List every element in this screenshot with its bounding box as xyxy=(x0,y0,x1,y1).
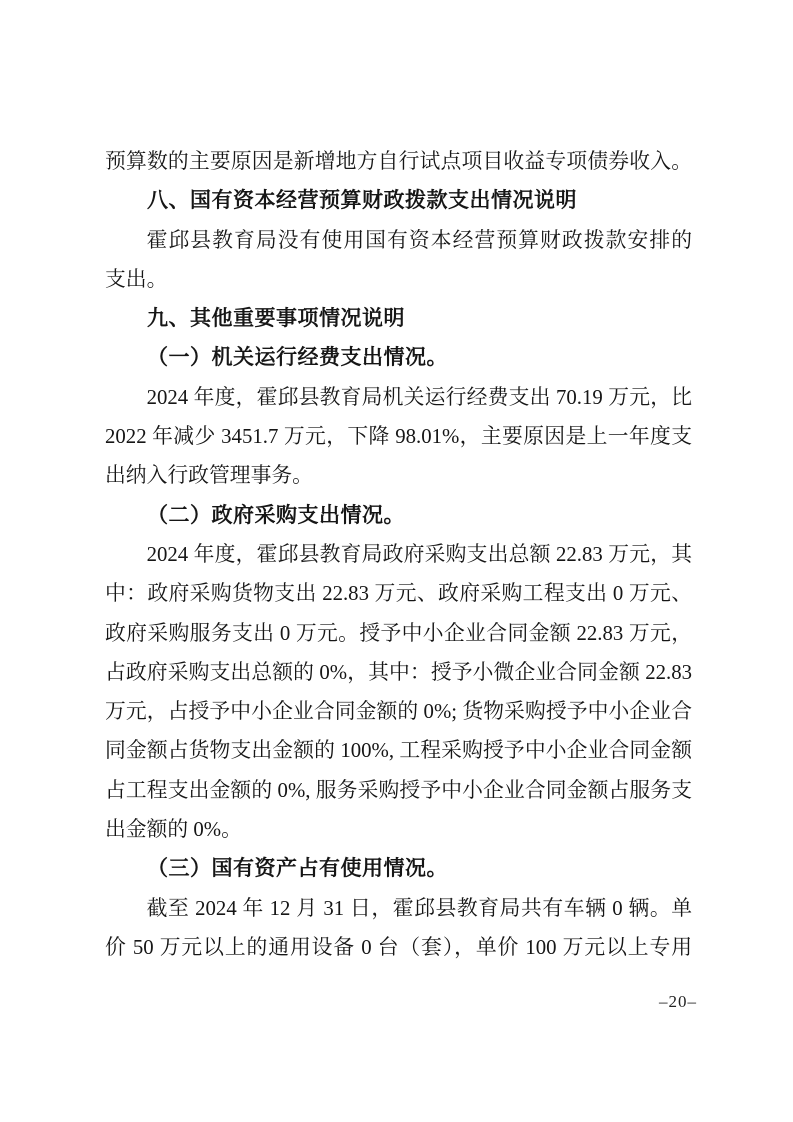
page-number: –20– xyxy=(659,992,697,1011)
heading-line: 八、国有资本经营预算财政拨款支出情况说明 xyxy=(147,189,577,213)
body-line: 占工程支出金额的 0%, 服务采购授予中小企业合同金额占服务支 xyxy=(105,778,692,802)
body-line: 中：政府采购货物支出 22.83 万元、政府采购工程支出 0 万元、 xyxy=(105,582,692,606)
heading-line: 九、其他重要事项情况说明 xyxy=(147,307,405,331)
body-line: 2024 年度，霍邱县教育局政府采购支出总额 22.83 万元，其 xyxy=(146,542,692,566)
heading-line: （一）机关运行经费支出情况。 xyxy=(147,346,448,370)
body-line: 2024 年度，霍邱县教育局机关运行经费支出 70.19 万元，比 xyxy=(146,385,692,409)
body-line: 支出。 xyxy=(105,267,168,291)
body-line: 2022 年减少 3451.7 万元，下降 98.01%，主要原因是上一年度支 xyxy=(105,425,692,449)
body-line: 万元，占授予中小企业合同金额的 0%; 货物采购授予中小企业合 xyxy=(105,700,692,724)
body-line: 政府采购服务支出 0 万元。授予中小企业合同金额 22.83 万元， xyxy=(105,621,692,645)
body-line: 同金额占货物支出金额的 100%, 工程采购授予中小企业合同金额 xyxy=(105,739,692,763)
document-body xyxy=(105,142,692,967)
heading-line: （二）政府采购支出情况。 xyxy=(147,503,405,527)
heading-line: （三）国有资产占有使用情况。 xyxy=(147,857,448,881)
body-line: 出纳入行政管理事务。 xyxy=(105,464,313,488)
body-line: 占政府采购支出总额的 0%，其中：授予小微企业合同金额 22.83 xyxy=(105,660,692,684)
body-line: 霍邱县教育局没有使用国有资本经营预算财政拨款安排的 xyxy=(146,228,692,252)
body-line: 价 50 万元以上的通用设备 0 台（套），单价 100 万元以上专用 xyxy=(105,935,692,959)
body-line: 截至 2024 年 12 月 31 日，霍邱县教育局共有车辆 0 辆。单 xyxy=(146,896,692,920)
body-line: 预算数的主要原因是新增地方自行试点项目收益专项债券收入。 xyxy=(105,150,692,173)
body-line: 出金额的 0%。 xyxy=(105,818,242,842)
